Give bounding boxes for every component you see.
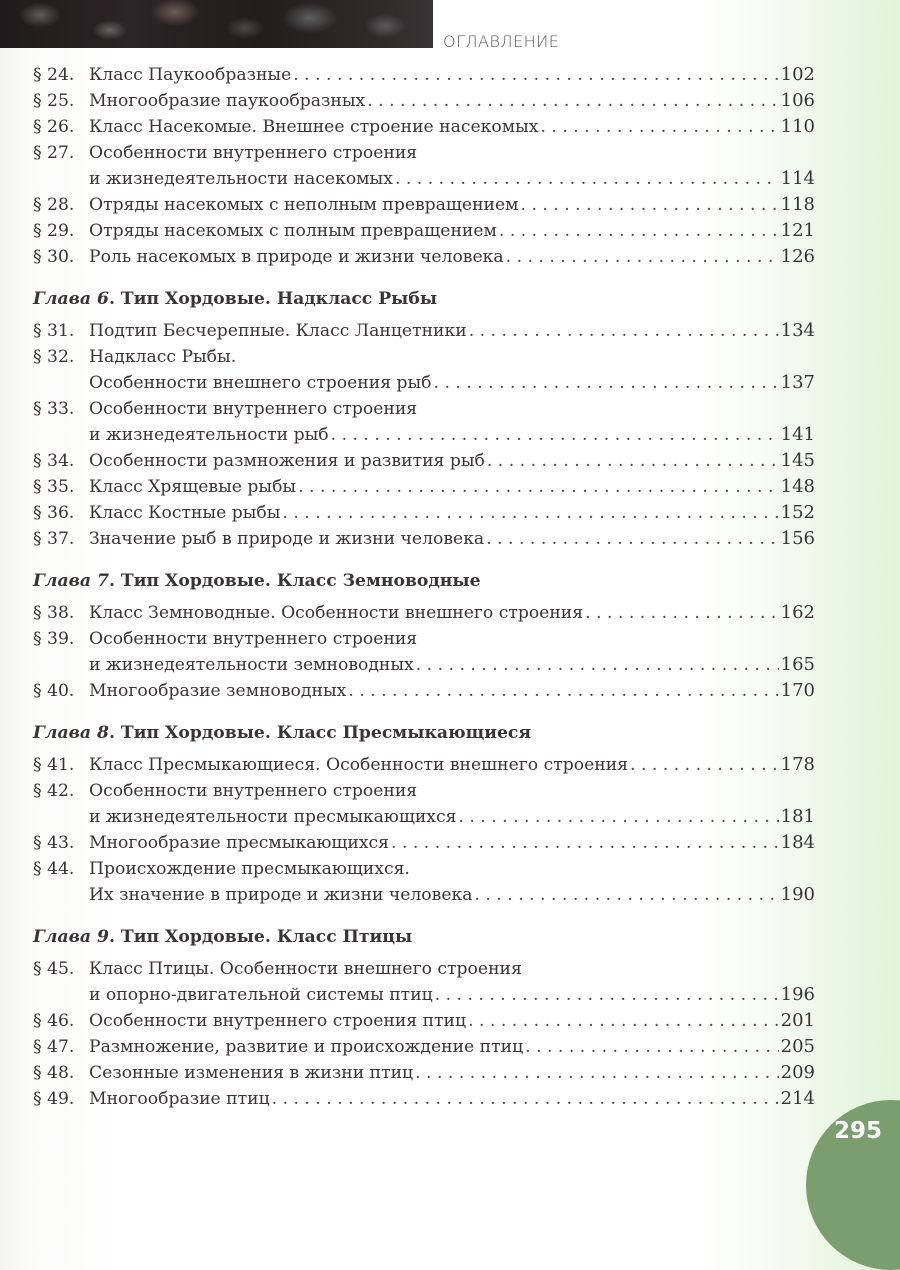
section-number: § 43. [33, 833, 75, 853]
page-number: 295 [834, 1118, 883, 1144]
dot-leader [348, 678, 778, 704]
section-title: и жизнедеятельности пресмыкающихся [89, 807, 457, 827]
section-title: Особенности внутреннего строения [89, 781, 418, 801]
dot-leader [293, 62, 778, 88]
chapter-title: . Тип Хордовые. Класс Пресмыкающиеся [108, 723, 532, 743]
toc-entry-line[interactable] [33, 804, 815, 830]
section-number: § 28. [33, 195, 75, 215]
section-title: Особенности внутреннего строения [89, 143, 418, 163]
section-number: § 35. [33, 477, 75, 497]
dot-leader [541, 114, 779, 140]
section-title: Подтип Бесчерепные. Класс Ланцетники [89, 321, 467, 341]
toc-entry-line[interactable] [33, 114, 815, 140]
toc-entry-line[interactable] [33, 370, 815, 396]
page-ref: 137 [780, 372, 815, 393]
toc-entry-line[interactable] [33, 678, 815, 704]
section-title: Класс Птицы. Особенности внешнего строения [89, 959, 522, 979]
section-label: ОГЛАВЛЕНИЕ [443, 32, 560, 51]
section-number: § 38. [33, 603, 75, 623]
page-ref: 114 [780, 168, 815, 189]
page-ref: 196 [780, 984, 815, 1005]
toc-entry-line[interactable] [33, 344, 815, 370]
page-ref: 106 [780, 90, 815, 111]
section-number: § 47. [33, 1037, 75, 1057]
page-ref: 156 [780, 528, 815, 549]
toc-entry-line[interactable] [33, 422, 815, 448]
chapter-label: Глава 7 [33, 571, 109, 591]
section-title: Значение рыб в природе и жизни человека [89, 529, 485, 549]
section-number: § 37. [33, 529, 75, 549]
toc-entry-line[interactable] [33, 882, 815, 908]
chapter-label: Глава 6 [33, 289, 109, 309]
section-title: и жизнедеятельности насекомых [89, 169, 393, 189]
section-number: § 41. [33, 755, 75, 775]
section-number: § 46. [33, 1011, 75, 1031]
section-title: Надкласс Рыбы. [89, 347, 237, 367]
page-ref: 184 [780, 832, 815, 853]
section-title: Отряды насекомых с неполным превращением [89, 195, 519, 215]
dot-leader [521, 192, 779, 218]
page-ref: 126 [780, 246, 815, 267]
page-ref: 190 [780, 884, 815, 905]
section-title: Роль насекомых в природе и жизни человека [89, 247, 504, 267]
dot-leader [486, 526, 778, 552]
toc-entry-line[interactable] [33, 166, 815, 192]
section-number: § 42. [33, 781, 75, 801]
section-number: § 30. [33, 247, 75, 267]
toc-entry-line[interactable] [33, 600, 815, 626]
dot-leader [282, 500, 778, 526]
section-number: § 45. [33, 959, 75, 979]
toc-entry-line[interactable] [33, 956, 815, 982]
section-number: § 44. [33, 859, 75, 879]
chapter-title: . Тип Хордовые. Надкласс Рыбы [108, 289, 438, 309]
section-number: § 48. [33, 1063, 75, 1083]
dot-leader [525, 1034, 779, 1060]
section-title: Особенности внутреннего строения птиц [89, 1011, 467, 1031]
dot-leader [469, 318, 779, 344]
section-number: § 31. [33, 321, 75, 341]
dot-leader [475, 882, 779, 908]
toc-entry-line[interactable] [33, 88, 815, 114]
chapter-title: . Тип Хордовые. Класс Птицы [108, 927, 413, 947]
dot-leader [630, 752, 779, 778]
dot-leader [585, 600, 779, 626]
table-of-contents [33, 62, 815, 1112]
page-ref: 181 [780, 806, 815, 827]
section-title: Многообразие пресмыкающихся [89, 833, 390, 853]
header-photo [0, 0, 433, 48]
section-title: Многообразие птиц [89, 1089, 270, 1109]
chapter-title: . Тип Хордовые. Класс Земноводные [108, 571, 481, 591]
toc-entry-line[interactable] [33, 1086, 815, 1112]
section-title: Особенности внутреннего строения [89, 629, 418, 649]
chapter-label: Глава 8 [33, 723, 109, 743]
dot-leader [435, 982, 779, 1008]
dot-leader [331, 422, 779, 448]
section-number: § 25. [33, 91, 75, 111]
page-ref: 170 [780, 680, 815, 701]
page-ref: 102 [780, 64, 815, 85]
page-ref: 205 [780, 1036, 815, 1057]
toc-entry-line[interactable] [33, 396, 815, 422]
toc-entry-line[interactable] [33, 778, 815, 804]
section-title: Сезонные изменения в жизни птиц [89, 1063, 414, 1083]
dot-leader [499, 218, 779, 244]
dot-leader [391, 830, 779, 856]
section-number: § 27. [33, 143, 75, 163]
toc-entry-line[interactable] [33, 62, 815, 88]
page-ref: 148 [780, 476, 815, 497]
section-title: Их значение в природе и жизни человека [89, 885, 473, 905]
section-title: Класс Пресмыкающиеся. Особенности внешнего строения [89, 755, 629, 775]
toc-entry-line[interactable] [33, 218, 815, 244]
page-ref: 121 [780, 220, 815, 241]
page-ref: 141 [780, 424, 815, 445]
section-number: § 40. [33, 681, 75, 701]
toc-entry-line[interactable] [33, 982, 815, 1008]
chapter-heading [33, 720, 815, 746]
toc-entry-line[interactable] [33, 318, 815, 344]
chapter-heading [33, 568, 815, 594]
page-ref: 134 [780, 320, 815, 341]
section-title: Отряды насекомых с полным превращением [89, 221, 497, 241]
section-title: и жизнедеятельности рыб [89, 425, 329, 445]
toc-entry-line[interactable] [33, 856, 815, 882]
dot-leader [272, 1086, 779, 1112]
page-ref: 118 [780, 194, 815, 215]
section-title: Многообразие паукообразных [89, 91, 366, 111]
toc-entry-line[interactable] [33, 1060, 815, 1086]
toc-entry-line[interactable] [33, 626, 815, 652]
section-number: § 32. [33, 347, 75, 367]
dot-leader [468, 1008, 779, 1034]
toc-entry-line[interactable] [33, 652, 815, 678]
dot-leader [487, 448, 779, 474]
chapter-heading [33, 286, 815, 312]
section-title: Особенности размножения и развития рыб [89, 451, 485, 471]
section-title: Размножение, развитие и происхождение птиц [89, 1037, 524, 1057]
section-number: § 33. [33, 399, 75, 419]
section-number: § 39. [33, 629, 75, 649]
page-ref: 145 [780, 450, 815, 471]
toc-entry-line[interactable] [33, 140, 815, 166]
section-title: Особенности внутреннего строения [89, 399, 418, 419]
section-title: и опорно-двигательной системы птиц [89, 985, 433, 1005]
toc-entry-line[interactable] [33, 474, 815, 500]
dot-leader [416, 652, 779, 678]
dot-leader [367, 88, 778, 114]
section-title: Происхождение пресмыкающихся. [89, 859, 410, 879]
section-number: § 49. [33, 1089, 75, 1109]
dot-leader [415, 1060, 779, 1086]
page-ref: 214 [780, 1088, 815, 1109]
toc-entry-line[interactable] [33, 244, 815, 270]
chapter-heading [33, 924, 815, 950]
toc-entry-line[interactable] [33, 752, 815, 778]
toc-entry-line[interactable] [33, 526, 815, 552]
section-title: Класс Насекомые. Внешнее строение насекомых [89, 117, 539, 137]
page-ref: 209 [780, 1062, 815, 1083]
page-ref: 110 [780, 116, 815, 137]
section-number: § 34. [33, 451, 75, 471]
toc-entry-line[interactable] [33, 830, 815, 856]
dot-leader [434, 370, 779, 396]
chapter-label: Глава 9 [33, 927, 109, 947]
section-title: Класс Паукообразные [89, 65, 292, 85]
toc-entry-line[interactable] [33, 1034, 815, 1060]
section-title: Класс Костные рыбы [89, 503, 281, 523]
toc-entry-line[interactable] [33, 500, 815, 526]
section-title: и жизнедеятельности земноводных [89, 655, 414, 675]
page-ref: 165 [780, 654, 815, 675]
toc-entry-line[interactable] [33, 192, 815, 218]
page-ref: 201 [780, 1010, 815, 1031]
page-ref: 152 [780, 502, 815, 523]
section-number: § 26. [33, 117, 75, 137]
page-ref: 162 [780, 602, 815, 623]
section-number: § 36. [33, 503, 75, 523]
section-title: Особенности внешнего строения рыб [89, 373, 432, 393]
toc-entry-line[interactable] [33, 448, 815, 474]
dot-leader [458, 804, 778, 830]
dot-leader [506, 244, 779, 270]
section-title: Класс Хрящевые рыбы [89, 477, 297, 497]
section-number: § 24. [33, 65, 75, 85]
page-ref: 178 [780, 754, 815, 775]
section-title: Многообразие земноводных [89, 681, 347, 701]
section-number: § 29. [33, 221, 75, 241]
toc-entry-line[interactable] [33, 1008, 815, 1034]
dot-leader [298, 474, 779, 500]
section-title: Класс Земноводные. Особенности внешнего строения [89, 603, 584, 623]
dot-leader [395, 166, 779, 192]
